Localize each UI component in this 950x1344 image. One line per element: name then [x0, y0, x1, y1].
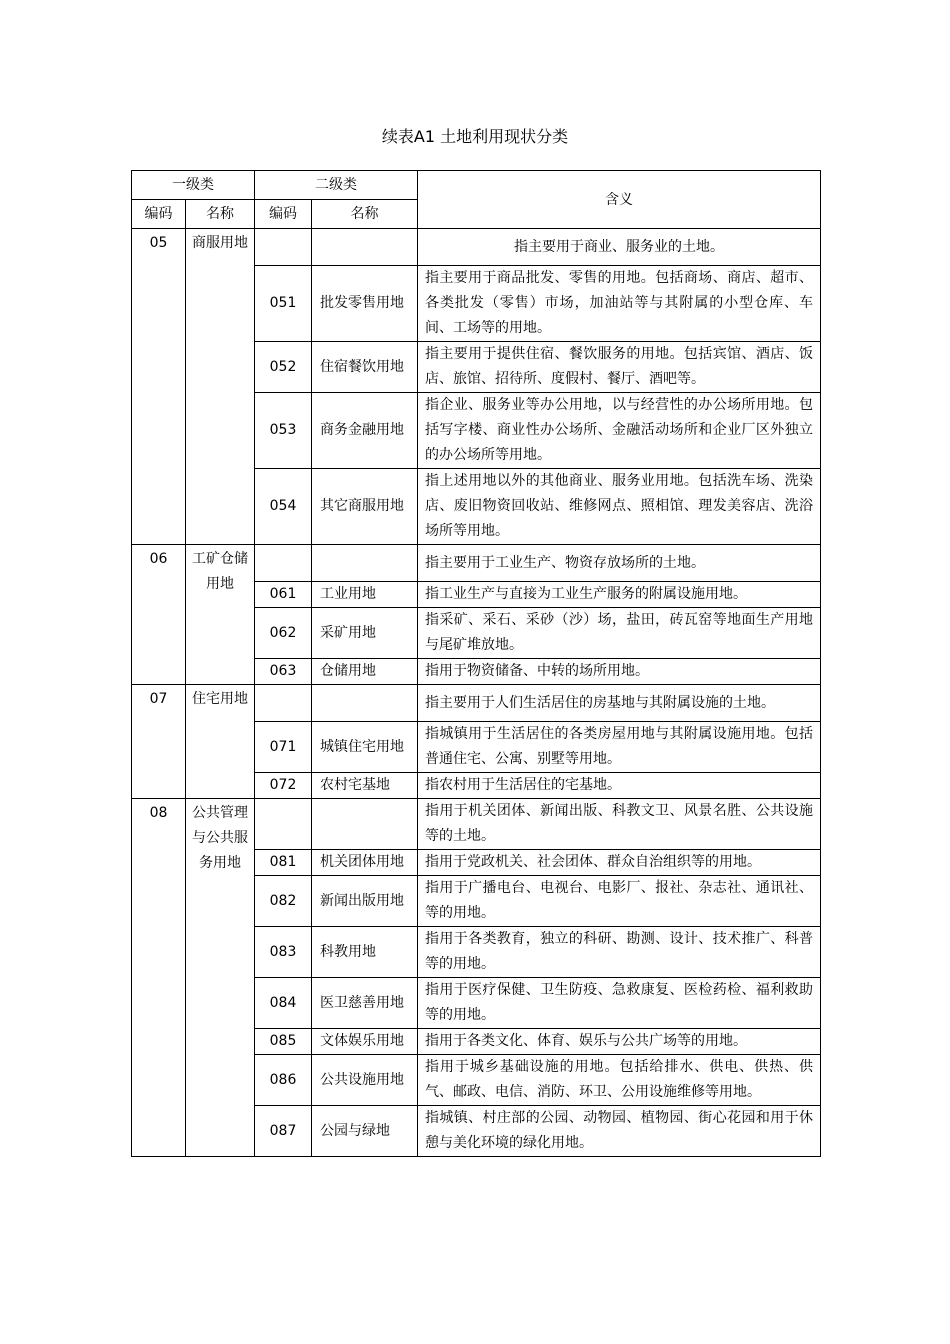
level1-code: 08 [132, 799, 186, 1157]
level2-code-header: 编码 [255, 200, 312, 229]
level2-code: 071 [255, 722, 312, 773]
level2-meaning: 指城镇用于生活居住的各类房屋用地与其附属设施用地。包括普通住宅、公寓、别墅等用地。 [418, 722, 821, 773]
level2-meaning: 指主要用于提供住宿、餐饮服务的用地。包括宾馆、酒店、饭店、旅馆、招待所、度假村、餐厅、酒吧等。 [418, 342, 821, 393]
level2-code: 063 [255, 659, 312, 685]
level2-name: 公园与绿地 [312, 1106, 418, 1157]
empty-cell [312, 685, 418, 722]
level2-meaning: 指用于医疗保健、卫生防疫、急救康复、医检药检、福利救助等的用地。 [418, 978, 821, 1029]
level2-code: 061 [255, 582, 312, 608]
level1-name: 公共管理与公共服务用地 [186, 799, 255, 1157]
empty-cell [312, 545, 418, 582]
level2-name: 采矿用地 [312, 608, 418, 659]
level2-meaning: 指企业、服务业等办公用地，以与经营性的办公场所用地。包括写字楼、商业性办公场所、金融活动场所和企业厂区外独立的办公场所等用地。 [418, 393, 821, 469]
level2-name: 批发零售用地 [312, 266, 418, 342]
level2-name: 城镇住宅用地 [312, 722, 418, 773]
level2-code: 086 [255, 1055, 312, 1106]
table-body [132, 229, 821, 1157]
level1-name: 商服用地 [186, 229, 255, 545]
level1-meaning: 指用于机关团体、新闻出版、科教文卫、风景名胜、公共设施等的土地。 [418, 799, 821, 850]
page-title: 续表A1 土地利用现状分类 [381, 127, 569, 146]
level2-code: 085 [255, 1029, 312, 1055]
level2-code: 083 [255, 927, 312, 978]
level2-name: 其它商服用地 [312, 469, 418, 545]
level1-code-header: 编码 [132, 200, 186, 229]
level1-meaning: 指主要用于工业生产、物资存放场所的土地。 [418, 545, 821, 582]
level2-name: 农村宅基地 [312, 773, 418, 799]
table-row [132, 685, 821, 722]
level2-meaning: 指采矿、采石、采砂（沙）场，盐田，砖瓦窑等地面生产用地与尾矿堆放地。 [418, 608, 821, 659]
level2-meaning: 指用于物资储备、中转的场所用地。 [418, 659, 821, 685]
level2-code: 052 [255, 342, 312, 393]
level2-name: 公共设施用地 [312, 1055, 418, 1106]
level1-name-header: 名称 [186, 200, 255, 229]
level2-name: 住宿餐饮用地 [312, 342, 418, 393]
empty-cell [255, 685, 312, 722]
level2-code: 051 [255, 266, 312, 342]
level2-name: 新闻出版用地 [312, 876, 418, 927]
level2-meaning: 指主要用于商品批发、零售的用地。包括商场、商店、超市、各类批发（零售）市场，加油站等与其附属的小型仓库、车间、工场等的用地。 [418, 266, 821, 342]
empty-cell [255, 799, 312, 850]
level2-code: 054 [255, 469, 312, 545]
level2-meaning: 指上述用地以外的其他商业、服务业用地。包括洗车场、洗染店、废旧物资回收站、维修网点、照相馆、理发美容店、洗浴场所等用地。 [418, 469, 821, 545]
level2-meaning: 指工业生产与直接为工业生产服务的附属设施用地。 [418, 582, 821, 608]
level2-meaning: 指用于广播电台、电视台、电影厂、报社、杂志社、通讯社、等的用地。 [418, 876, 821, 927]
level1-code: 05 [132, 229, 186, 545]
empty-cell [312, 799, 418, 850]
level2-name: 科教用地 [312, 927, 418, 978]
level1-name: 住宅用地 [186, 685, 255, 799]
level2-name: 工业用地 [312, 582, 418, 608]
level2-name: 医卫慈善用地 [312, 978, 418, 1029]
level2-meaning: 指城镇、村庄部的公园、动物园、植物园、街心花园和用于休憩与美化环境的绿化用地。 [418, 1106, 821, 1157]
level2-meaning: 指用于各类文化、体育、娱乐与公共广场等的用地。 [418, 1029, 821, 1055]
level2-code: 053 [255, 393, 312, 469]
level2-name: 仓储用地 [312, 659, 418, 685]
header-row [132, 171, 821, 200]
table-row [132, 799, 821, 850]
empty-cell [255, 545, 312, 582]
empty-cell [255, 229, 312, 266]
meaning-header: 含义 [418, 171, 821, 229]
level2-code: 087 [255, 1106, 312, 1157]
level1-name: 工矿仓储用地 [186, 545, 255, 685]
level2-header: 二级类 [255, 171, 418, 200]
level2-code: 084 [255, 978, 312, 1029]
level1-header: 一级类 [132, 171, 255, 200]
table-row [132, 229, 821, 266]
level2-code: 081 [255, 850, 312, 876]
level2-meaning: 指用于党政机关、社会团体、群众自治组织等的用地。 [418, 850, 821, 876]
level1-code: 07 [132, 685, 186, 799]
level2-name: 商务金融用地 [312, 393, 418, 469]
table-row [132, 545, 821, 582]
level2-name: 机关团体用地 [312, 850, 418, 876]
level2-meaning: 指用于各类教育，独立的科研、勘测、设计、技术推广、科普等的用地。 [418, 927, 821, 978]
level2-code: 062 [255, 608, 312, 659]
level1-meaning: 指主要用于商业、服务业的土地。 [418, 229, 821, 266]
empty-cell [312, 229, 418, 266]
level2-code: 072 [255, 773, 312, 799]
land-use-table [131, 170, 821, 1157]
level2-name: 文体娱乐用地 [312, 1029, 418, 1055]
level2-meaning: 指用于城乡基础设施的用地。包括给排水、供电、供热、供气、邮政、电信、消防、环卫、公用设施维修等用地。 [418, 1055, 821, 1106]
level2-meaning: 指农村用于生活居住的宅基地。 [418, 773, 821, 799]
level2-code: 082 [255, 876, 312, 927]
level2-name-header: 名称 [312, 200, 418, 229]
level1-code: 06 [132, 545, 186, 685]
level1-meaning: 指主要用于人们生活居住的房基地与其附属设施的土地。 [418, 685, 821, 722]
